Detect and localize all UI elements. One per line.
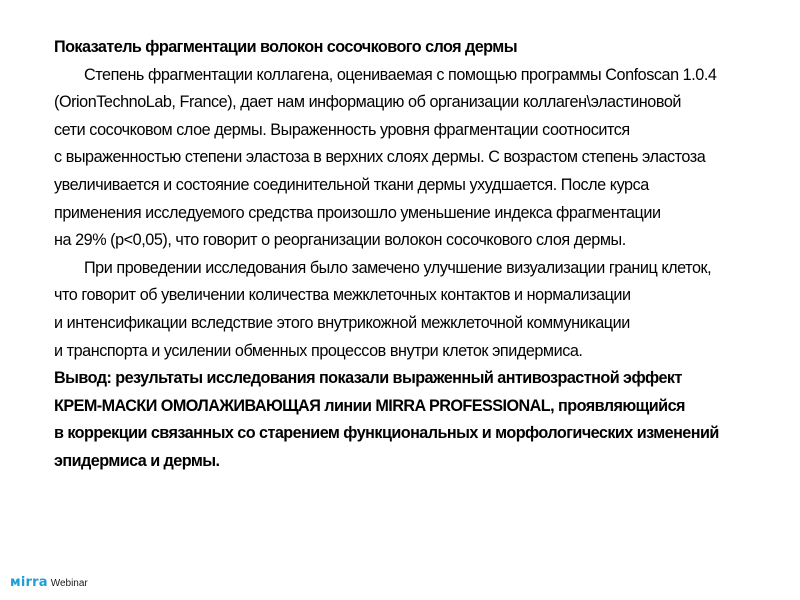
paragraph-line: При проведении исследования было замечено улучшение визуализации границ клеток, [84,258,712,277]
paragraph-line: на 29% (p<0,05), что говорит о реорганизации волокон сосочкового слоя дермы. [54,231,626,250]
paragraph-line: и транспорта и усилении обменных процессов внутри клеток эпидермиса. [54,341,583,360]
logo-mark: мirra [10,575,48,590]
conclusion-line: в коррекции связанных со старением функциональных и морфологических изменений [54,424,719,443]
conclusion-line: эпидермиса и дермы. [54,451,220,470]
logo-subtitle: Webinar [50,578,88,589]
paragraph-line: (OrionTechnoLab, France), дает нам информацию об организации коллаген\эластиновой [54,93,681,112]
paragraph-line: что говорит об увеличении количества межклеточных контактов и нормализации [54,286,631,305]
mirra-logo [10,575,88,591]
paragraph-line: сети сосочковом слое дермы. Выраженность уровня фрагментации соотносится [54,120,630,139]
conclusion-line: КРЕМ-МАСКИ ОМОЛАЖИВАЮЩАЯ линии MIRRA PROFESSIONAL, проявляющийся [54,396,685,415]
text-block [54,34,794,476]
conclusion-line: Вывод: результаты исследования показали выраженный антивозрастной эффект [54,369,682,388]
paragraph-line: с выраженностью степени эластоза в верхних слоях дермы. С возрастом степень эластоза [54,148,706,167]
paragraph-line: увеличивается и состояние соединительной ткани дермы ухудшается. После курса [54,175,649,194]
paragraph-line: и интенсификации вследствие этого внутрикожной межклеточной коммуникации [54,313,630,332]
paragraph-line: Степень фрагментации коллагена, оцениваемая с помощью программы Confoscan 1.0.4 [84,65,717,84]
paragraph-line: применения исследуемого средства произошло уменьшение индекса фрагментации [54,203,661,222]
section-title: Показатель фрагментации волокон сосочкового слоя дермы [54,38,518,56]
